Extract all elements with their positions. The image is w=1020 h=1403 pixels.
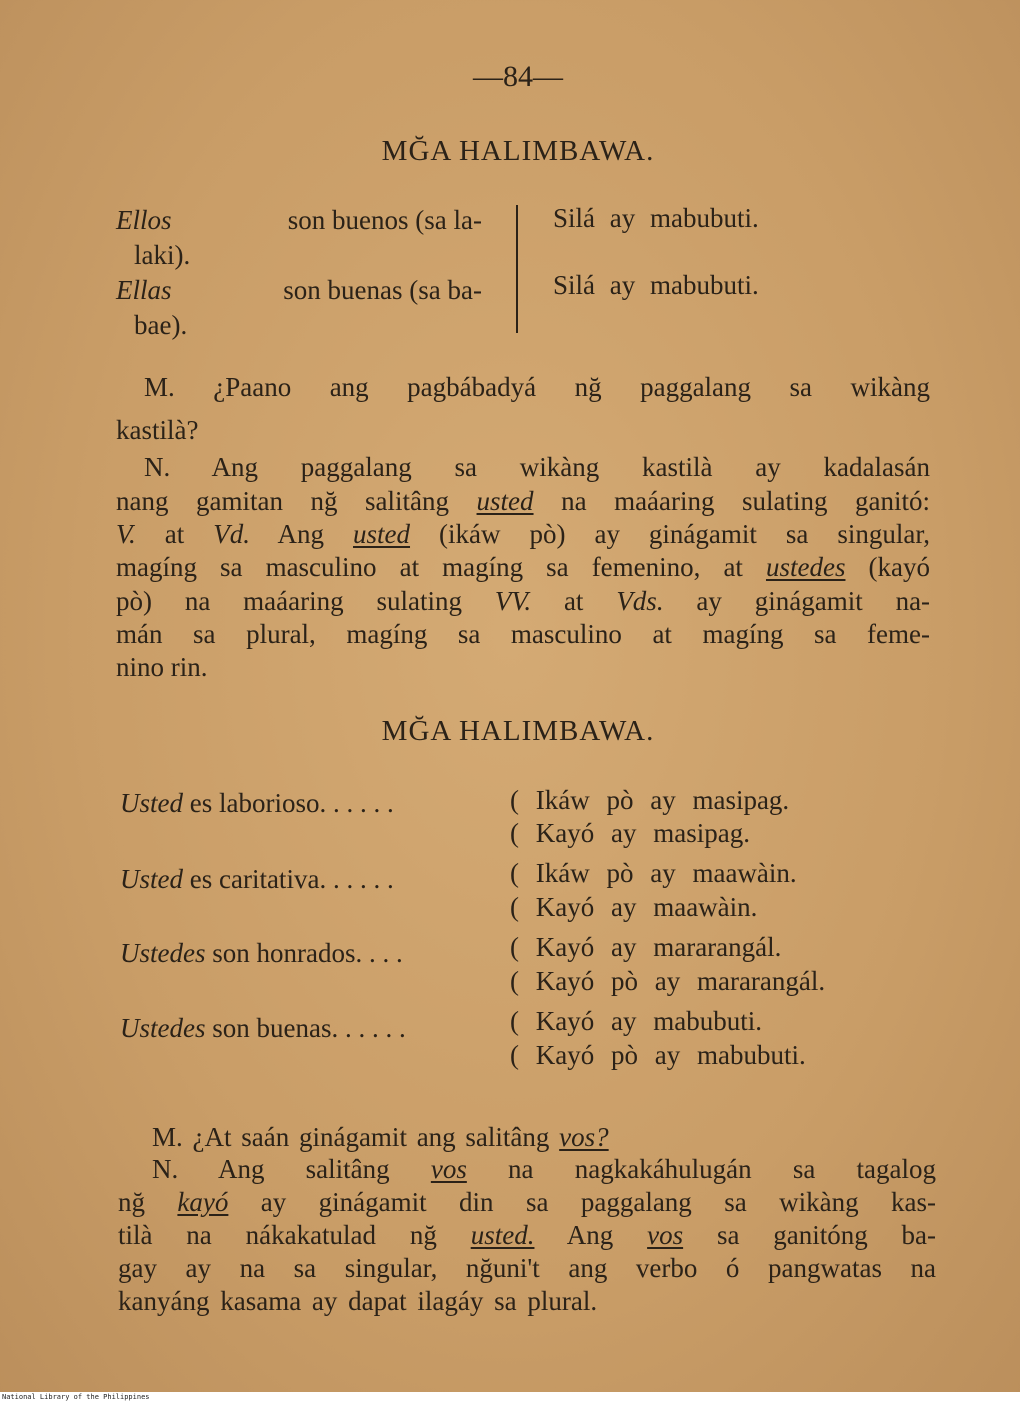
example-translation-2: ( Kayó pò ay mabubuti.: [510, 1040, 806, 1070]
spanish-subject: Ustedes: [120, 938, 206, 968]
word-ustedes: ustedes: [765, 552, 846, 582]
page-number: —84—: [473, 60, 563, 93]
example-translation-1: ( Ikáw pò ay maawàin.: [510, 858, 797, 888]
word-usted: usted: [353, 519, 411, 549]
answer-text: ay ginágamit din sa paggalang sa wikàng kas-: [260, 1187, 936, 1217]
tagalog-text: Ikáw pò ay maawàin.: [535, 858, 797, 888]
answer-line-6: mán sa plural, magíng sa masculino at magíng sa feme-: [116, 619, 930, 649]
question2-line-1: [152, 1120, 609, 1154]
answer-text: sa ganitóng ba-: [716, 1220, 937, 1250]
word-vos: vos: [647, 1220, 684, 1250]
example-translation-1: ( Ikáw pò ay masipag.: [510, 785, 790, 815]
leader-dots: . . . . . .: [319, 864, 394, 894]
example-spanish: [120, 864, 394, 895]
heading-examples-1: MĞA HALIMBAWA.: [381, 135, 655, 167]
example-ellos-rest: son buenos (sa la-: [287, 205, 482, 235]
leader-dots: . . . . . .: [319, 788, 394, 818]
answer-text: magíng sa masculino at magíng sa femenino, at: [116, 552, 743, 582]
column-divider: [516, 205, 518, 333]
example-ellas: [116, 275, 482, 306]
spanish-rest: es laborioso: [189, 788, 320, 818]
answer-text: N. Ang salitâng: [152, 1154, 390, 1184]
answer-text: pò) na maáaring sulating: [116, 586, 462, 616]
word-usted: usted.: [470, 1220, 535, 1250]
answer2-line-2: [118, 1185, 936, 1219]
spanish-word-ellos: Ellos: [116, 205, 172, 235]
tagalog-text: Kayó ay maawàin.: [535, 892, 758, 922]
example-ellos-cont: laki).: [134, 240, 191, 270]
spanish-subject: Usted: [120, 788, 183, 818]
example-translation-2: ( Kayó ay masipag.: [510, 818, 750, 848]
answer-text: (kayó: [868, 552, 930, 582]
leader-dots: . . . .: [355, 938, 403, 968]
question-line-1: M. ¿Paano ang pagbábadyá nğ paggalang sa wikàng: [144, 372, 930, 402]
answer-text: at: [563, 586, 584, 616]
tagalog-text: Kayó ay mararangál.: [535, 932, 782, 962]
tagalog-text: Ikáw pò ay masipag.: [535, 785, 790, 815]
answer-line-4: [116, 550, 930, 584]
tagalog-text: Kayó ay masipag.: [535, 818, 750, 848]
answer-line-3: [116, 517, 930, 551]
answer-line-1: N. Ang paggalang sa wikàng kastilà ay kadalasán: [144, 452, 930, 482]
answer2-line-4: gay ay na sa singular, nğuni't ang verbo ó pangwatas na: [118, 1253, 936, 1283]
example-translation-1: ( Kayó ay mararangál.: [510, 932, 782, 962]
example-ellos: [116, 205, 482, 236]
tagalog-text: Kayó pò ay mararangál.: [535, 966, 826, 996]
heading-examples-2: MĞA HALIMBAWA.: [381, 715, 655, 747]
example-spanish: [120, 938, 403, 969]
word-vos: vos: [430, 1154, 467, 1184]
example-spanish: [120, 788, 394, 819]
spanish-subject: Ustedes: [120, 1013, 206, 1043]
answer-text: nğ: [118, 1187, 145, 1217]
answer2-line-3: [118, 1218, 936, 1252]
answer-text: Ang: [277, 519, 325, 549]
abbr-vds: Vds.: [616, 586, 664, 616]
answer-line-7: nino rin.: [116, 652, 208, 682]
example-translation-2: ( Kayó ay maawàin.: [510, 892, 758, 922]
word-kayo: kayó: [177, 1187, 229, 1217]
spanish-word-ellas: Ellas: [116, 275, 172, 305]
answer2-line-1: [152, 1152, 936, 1186]
example-ellas-rest: son buenas (sa ba-: [283, 275, 482, 305]
answer-text: tilà na nákakatulad nğ: [118, 1220, 437, 1250]
leader-dots: . . . . . .: [331, 1013, 406, 1043]
footer-credit: National Library of the Philippines: [0, 1392, 1020, 1403]
answer-text: Ang: [566, 1220, 614, 1250]
answer-text: at: [164, 519, 185, 549]
word-vos: vos?: [559, 1122, 609, 1152]
example-translation-2: ( Kayó pò ay mararangál.: [510, 966, 826, 996]
answer-line-5: [116, 584, 930, 618]
abbr-v: V.: [116, 519, 136, 549]
answer-text: nang gamitan nğ salitâng: [116, 486, 449, 516]
answer-text: ay ginágamit na-: [696, 586, 931, 616]
abbr-vv: VV.: [494, 586, 532, 616]
abbr-vd: Vd.: [213, 519, 251, 549]
example-ellas-cont: bae).: [134, 310, 188, 340]
spanish-rest: son honrados: [212, 938, 356, 968]
answer-text: na nagkakáhulugán sa tagalog: [508, 1154, 937, 1184]
spanish-rest: son buenas: [212, 1013, 332, 1043]
example-spanish: [120, 1013, 406, 1044]
answer-line-2: [116, 484, 930, 518]
answer2-line-5: kanyáng kasama ay dapat ilagáy sa plural.: [118, 1286, 598, 1316]
tagalog-translation-2: Silá ay mabubuti.: [553, 270, 759, 300]
answer-text: (ikáw pò) ay ginágamit sa singular,: [439, 519, 931, 549]
answer-text: na maáaring sulating ganitó:: [561, 486, 931, 516]
tagalog-translation-1: Silá ay mabubuti.: [553, 203, 759, 233]
tagalog-text: Kayó pò ay mabubuti.: [535, 1040, 806, 1070]
example-translation-1: ( Kayó ay mabubuti.: [510, 1006, 762, 1036]
spanish-subject: Usted: [120, 864, 183, 894]
spanish-rest: es caritativa: [189, 864, 320, 894]
tagalog-text: Kayó ay mabubuti.: [535, 1006, 762, 1036]
question-line-2: kastilà?: [116, 415, 199, 445]
question-text: M. ¿At saán ginágamit ang salitâng: [152, 1122, 550, 1152]
word-usted: usted: [476, 486, 534, 516]
